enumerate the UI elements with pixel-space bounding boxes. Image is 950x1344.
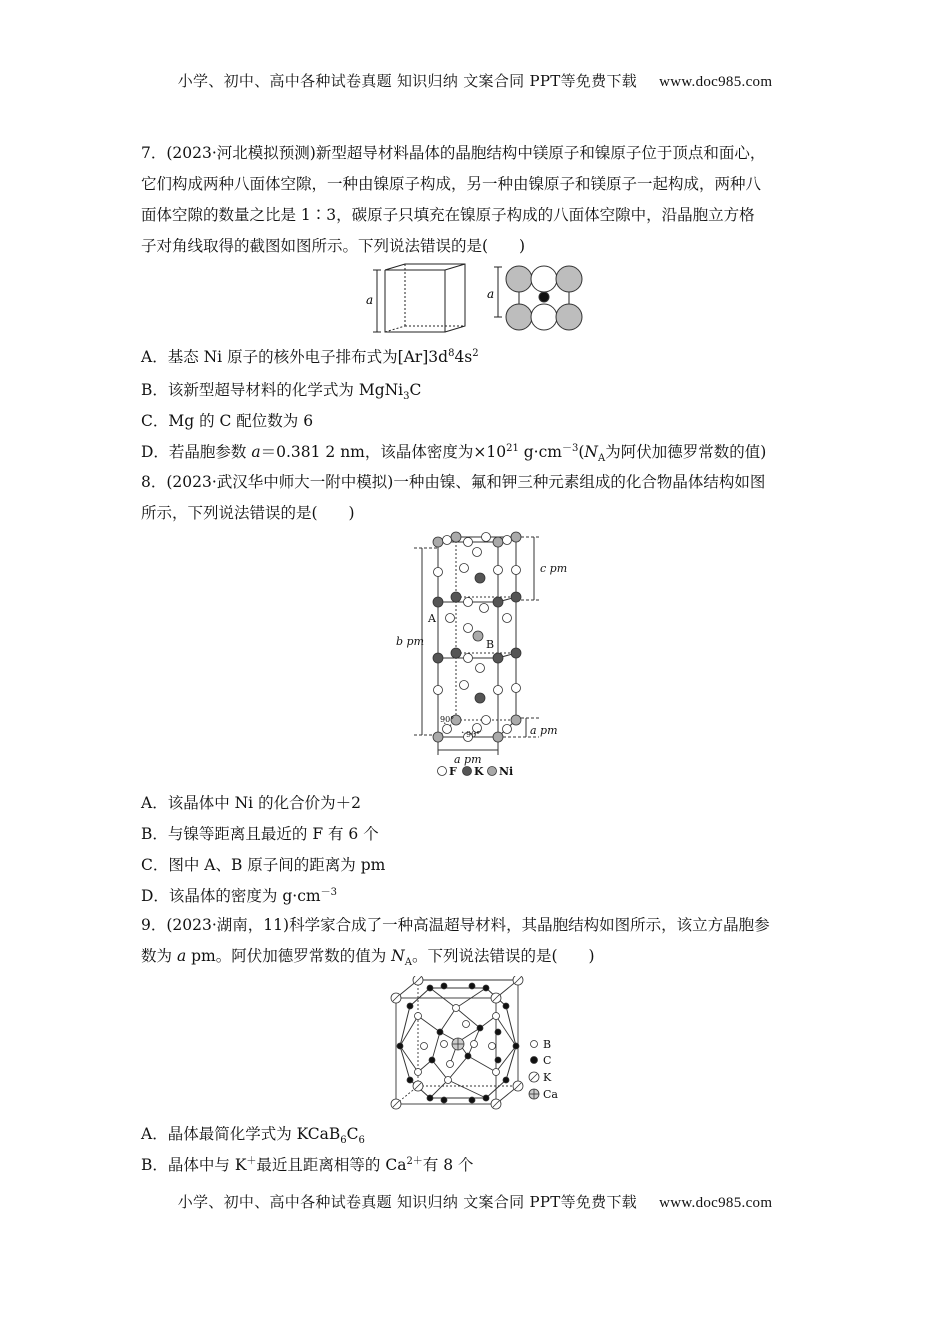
f-atom <box>482 716 491 725</box>
ni-atom <box>433 537 443 547</box>
k-atom <box>493 653 503 663</box>
q7-source: (2023·河北模拟预测) <box>166 144 316 162</box>
q7-option-c <box>141 409 313 431</box>
ni-atom <box>493 732 503 742</box>
legend-b-icon <box>531 1041 538 1048</box>
footer-text: 小学、初中、高中各种试卷真题 知识归纳 文案合同 PPT等免费下载 <box>177 1193 638 1211</box>
q9-stem-line-2 <box>141 941 811 972</box>
q9-legend-b: B <box>543 1038 552 1051</box>
f-atom <box>464 624 473 633</box>
q7-option-d-n: N <box>584 443 598 461</box>
corner-atom-gray <box>556 304 582 330</box>
q7-option-d-sup-2: －3 <box>561 442 579 454</box>
f-atom <box>460 564 469 573</box>
q9-option-a-sub: 6 <box>340 1135 347 1147</box>
q9-legend-c: C <box>543 1054 552 1067</box>
q7-option-d-text-2: ＝0.381 2 nm，该晶体密度为×10 <box>260 443 507 461</box>
q7-option-b <box>141 378 422 403</box>
q8-option-d-text: D．该晶体的密度为 g·cm <box>141 887 321 905</box>
q9-stem-2-nsub: A <box>404 957 412 969</box>
q8-number: 8． <box>141 473 167 491</box>
q9-stem-2-n: N <box>391 947 405 965</box>
legend-c-icon <box>531 1057 538 1064</box>
f-atom <box>503 725 512 734</box>
f-atom <box>494 686 503 695</box>
q9-stem-line-1: 科学家合成了一种高温超导材料，其晶胞结构如图所示，该立方晶胞参 <box>289 916 770 934</box>
q9-legend-ca: Ca <box>543 1088 558 1101</box>
q9-figure <box>388 976 568 1114</box>
cube-back-edges <box>385 264 465 332</box>
ni-atom <box>493 537 503 547</box>
ni-atom <box>433 732 443 742</box>
face-atom-white <box>531 304 557 330</box>
q7-fig-a-label-1: a <box>366 293 374 307</box>
footer-site: www.doc985.com <box>659 1195 773 1211</box>
q8-fig-a-label-right: a pm <box>530 724 558 737</box>
q9-option-b-sup: ＋ <box>246 1155 257 1167</box>
q9-number: 9． <box>141 916 167 934</box>
q8-stem-line-2: 所示，下列说法错误的是( ) <box>141 504 355 522</box>
q8-option-a <box>141 791 361 813</box>
f-atom <box>503 536 512 545</box>
q8-option-d <box>141 884 337 906</box>
cubic-cell-front <box>396 998 496 1104</box>
q8-option-c <box>141 853 385 875</box>
q8-legend-ni: Ni <box>499 765 514 778</box>
header-text: 小学、初中、高中各种试卷真题 知识归纳 文案合同 PPT等免费下载 <box>177 72 638 90</box>
f-atom <box>494 566 503 575</box>
q9-option-b-text-2: 最近且距离相等的 Ca <box>256 1156 407 1174</box>
f-atom <box>473 548 482 557</box>
legend-ni-icon <box>488 767 497 776</box>
q7-option-d-text: D．若晶胞参数 <box>141 443 252 461</box>
q7-option-a-sup-2: 2 <box>472 347 479 359</box>
q7-stem-line-1: 新型超导材料晶体的晶胞结构中镁原子和镍原子位于顶点和面心， <box>315 144 766 162</box>
question-7 <box>141 138 811 262</box>
q8-fig-a-label-bottom: a pm <box>454 753 482 766</box>
q9-option-b-text: B．晶体中与 K <box>141 1156 247 1174</box>
f-atom <box>512 684 521 693</box>
k-atom <box>511 648 521 658</box>
legend-f-icon <box>438 767 447 776</box>
q7-option-a-text: A．基态 Ni 原子的核外电子排布式为[Ar]3d <box>141 348 449 366</box>
ni-atom <box>511 715 521 725</box>
question-9 <box>141 910 811 972</box>
f-atom <box>464 654 473 663</box>
q8-legend-f: F <box>449 765 457 778</box>
q9-option-a-sub-2: 6 <box>358 1135 365 1147</box>
q7-figure <box>360 262 590 338</box>
q9-option-b-sup-2: 2＋ <box>406 1155 423 1167</box>
q7-option-c-text: C．Mg 的 C 配位数为 6 <box>141 412 314 430</box>
header-site: www.doc985.com <box>659 74 773 90</box>
cube-front-face <box>385 270 445 332</box>
q7-number: 7． <box>141 144 167 162</box>
k-atom <box>451 592 461 602</box>
q8-fig-angle-1: 90° <box>440 715 455 724</box>
page-header <box>0 70 950 91</box>
q8-source: (2023·武汉华中师大一附中模拟) <box>166 473 394 491</box>
f-atom <box>476 664 485 673</box>
ni-atom <box>451 532 461 542</box>
face-atom-white <box>531 266 557 292</box>
q7-option-d-var: a <box>251 443 261 461</box>
q8-option-a-text: A．该晶体中 Ni 的化合价为＋2 <box>141 794 361 812</box>
q7-option-d-text-4: 为阿伏加德罗常数的值) <box>605 443 767 461</box>
q9-option-b <box>141 1153 474 1175</box>
q8-legend-k: K <box>474 765 484 778</box>
q9-option-a <box>141 1122 365 1147</box>
q7-stem-line-4: 子对角线取得的截图如图所示。下列说法错误的是( ) <box>141 237 526 255</box>
q9-legend-k: K <box>543 1071 552 1084</box>
f-atom <box>434 568 443 577</box>
question-8 <box>141 467 811 529</box>
q7-option-b-sub: 3 <box>403 391 410 403</box>
page-footer <box>0 1191 950 1212</box>
q7-option-d <box>141 440 767 465</box>
q9-option-a-text-2: C <box>346 1125 359 1143</box>
q7-stem-line-2: 它们构成两种八面体空隙，一种由镍原子构成，另一种由镍原子和镁原子一起构成，两种八 <box>141 175 762 193</box>
q9-option-b-text-3: 有 8 个 <box>422 1156 474 1174</box>
q7-stem-line-3: 面体空隙的数量之比是 1∶3，碳原子只填充在镍原子构成的八面体空隙中，沿晶胞立方格 <box>141 206 755 224</box>
f-atom <box>480 604 489 613</box>
carbon-atom-black <box>539 292 549 302</box>
ni-atom-b <box>473 631 483 641</box>
k-atom <box>475 573 485 583</box>
corner-atom-gray <box>506 266 532 292</box>
f-atom <box>503 614 512 623</box>
q8-option-b-text: B．与镍等距离且最近的 F 有 6 个 <box>141 825 379 843</box>
q7-option-b-text-2: C <box>409 381 422 399</box>
q8-fig-c-label: c pm <box>540 562 568 575</box>
q9-stem-2-text-2: pm。阿伏加德罗常数的值为 <box>186 947 392 965</box>
f-atom <box>443 536 452 545</box>
q9-stem-2-text-3: 。下列说法错误的是( ) <box>411 947 595 965</box>
q8-option-d-sup: －3 <box>320 886 337 898</box>
q7-option-a-text-2: 4s <box>454 348 473 366</box>
f-atom <box>464 538 473 547</box>
k-atom <box>493 597 503 607</box>
f-atom <box>464 598 473 607</box>
k-atom <box>475 693 485 703</box>
corner-atom-gray <box>556 266 582 292</box>
q8-option-b <box>141 822 379 844</box>
k-atom <box>433 653 443 663</box>
q7-option-a-sup: 8 <box>448 347 455 359</box>
q8-fig-b-label: b pm <box>396 635 425 648</box>
q7-option-d-text-3: g·cm <box>518 443 562 461</box>
q7-option-d-sup: 21 <box>506 442 519 454</box>
k-atom <box>433 597 443 607</box>
corner-atom-gray <box>506 304 532 330</box>
f-atom <box>512 566 521 575</box>
q7-option-d-paren: ( <box>578 443 585 461</box>
q8-fig-angle-2: 90° <box>466 730 481 739</box>
q9-source: (2023·湖南，11) <box>166 916 290 934</box>
q8-fig-point-b: B <box>486 638 495 651</box>
q7-option-a <box>141 345 479 367</box>
q7-fig-a-label-2: a <box>487 287 495 301</box>
legend-k-icon <box>463 767 472 776</box>
q9-stem-2-var: a <box>176 947 187 965</box>
f-atom <box>443 725 452 734</box>
q8-option-c-text: C．图中 A、B 原子间的距离为 pm <box>141 856 386 874</box>
q8-stem-line-1: 一种由镍、氟和钾三种元素组成的化合物晶体结构如图 <box>393 473 766 491</box>
q7-option-b-text: B．该新型超导材料的化学式为 MgNi <box>141 381 404 399</box>
f-atom <box>482 533 491 542</box>
f-atom <box>446 614 455 623</box>
q8-fig-point-a: A <box>428 612 436 625</box>
f-atom <box>434 686 443 695</box>
q9-option-a-text: A．晶体最简化学式为 KCaB <box>141 1125 341 1143</box>
q7-option-d-nsub: A <box>597 453 606 465</box>
ni-atom <box>511 532 521 542</box>
q8-figure <box>394 530 574 780</box>
q9-stem-2-text: 数为 <box>141 947 177 965</box>
k-atom <box>511 592 521 602</box>
f-atom <box>460 681 469 690</box>
k-atom <box>451 648 461 658</box>
